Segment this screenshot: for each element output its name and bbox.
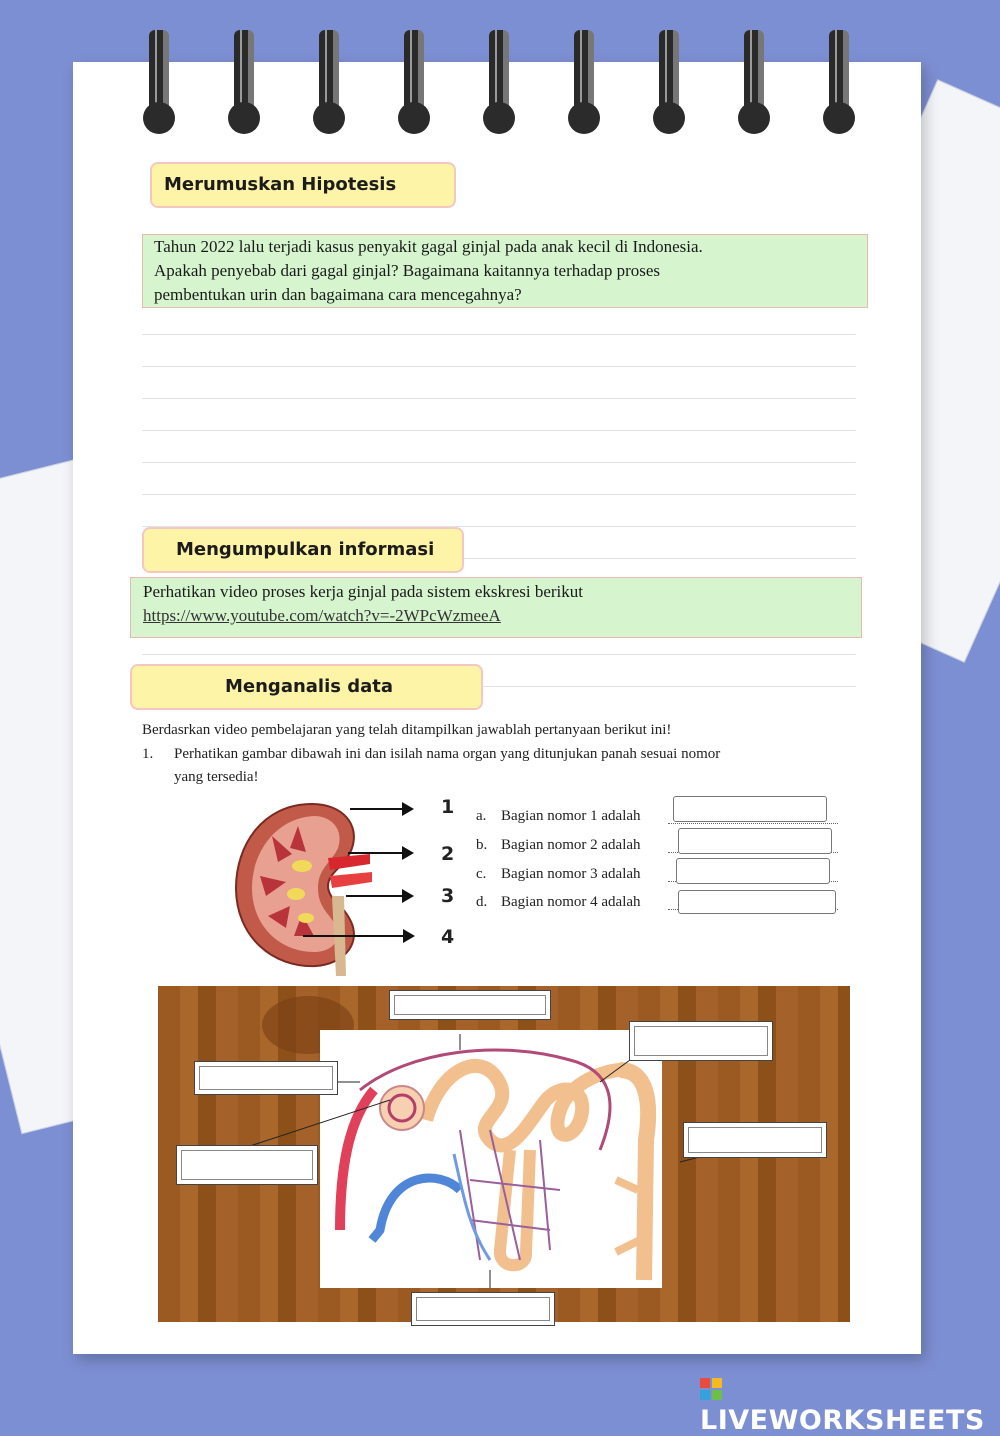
question-text-line-1: Perhatikan gambar dibawah ini dan isilah nama organ yang ditunjukan panah sesuai nomor: [174, 746, 721, 762]
nephron-label-input-left-lower[interactable]: [176, 1145, 318, 1185]
part-letter-c: c.: [476, 866, 487, 882]
nephron-label-input-top-right[interactable]: [629, 1021, 773, 1061]
label-number-3: 3: [441, 885, 455, 907]
spiral-ring-icon: [398, 30, 430, 134]
section-title-informasi: Mengumpulkan informasi: [142, 527, 464, 573]
part-text-c: Bagian nomor 3 adalah: [501, 866, 641, 882]
video-link[interactable]: https://www.youtube.com/watch?v=-2WPcWzmeeA: [143, 606, 501, 625]
question-text-line-2: yang tersedia!: [174, 769, 259, 785]
spiral-ring-icon: [313, 30, 345, 134]
label-number-1: 1: [441, 796, 455, 818]
answer-input-part-b[interactable]: [678, 828, 832, 854]
hipotesis-line-1: Tahun 2022 lalu terjadi kasus penyakit gagal ginjal pada anak kecil di Indonesia.: [154, 237, 703, 256]
arrow-right-icon: [303, 935, 413, 937]
part-letter-a: a.: [476, 808, 487, 824]
answer-input-part-d[interactable]: [678, 890, 836, 914]
spiral-ring-icon: [143, 30, 175, 134]
part-text-d: Bagian nomor 4 adalah: [501, 894, 641, 910]
spiral-ring-icon: [738, 30, 770, 134]
spiral-ring-icon: [568, 30, 600, 134]
label-number-4: 4: [441, 926, 455, 948]
nephron-label-input-bottom[interactable]: [411, 1292, 555, 1326]
question-number: 1.: [142, 746, 154, 762]
nephron-label-input-top[interactable]: [389, 990, 551, 1020]
nephron-label-input-left-upper[interactable]: [194, 1061, 338, 1095]
analisis-intro: Berdasrkan video pembelajaran yang telah ditampilkan jawablah pertanyaan berikut ini!: [142, 722, 672, 738]
arrow-right-icon: [350, 808, 412, 810]
spiral-ring-icon: [653, 30, 685, 134]
part-letter-d: d.: [476, 894, 488, 910]
liveworksheets-logo-icon: [700, 1378, 722, 1400]
hipotesis-line-3: pembentukan urin dan bagaimana cara mencegahnya?: [154, 285, 522, 304]
brand-name: LIVEWORKSHEETS: [700, 1405, 985, 1436]
section-title-analisis: Menganalis data: [130, 664, 483, 710]
hipotesis-line-2: Apakah penyebab dari gagal ginjal? Bagaimana kaitannya terhadap proses: [154, 261, 661, 280]
hipotesis-text-box: [142, 234, 868, 308]
arrow-right-icon: [346, 895, 412, 897]
informasi-text-box: [130, 577, 862, 638]
spiral-ring-icon: [228, 30, 260, 134]
label-number-2: 2: [441, 843, 455, 865]
spiral-ring-icon: [823, 30, 855, 134]
nephron-label-input-right[interactable]: [683, 1122, 827, 1158]
spiral-ring-icon: [483, 30, 515, 134]
answer-input-part-c[interactable]: [676, 858, 830, 884]
liveworksheets-logo: [700, 1374, 1000, 1436]
answer-input-part-a[interactable]: [673, 796, 827, 822]
kidney-illustration: [232, 796, 382, 976]
part-text-a: Bagian nomor 1 adalah: [501, 808, 641, 824]
informasi-text: Perhatikan video proses kerja ginjal pada sistem ekskresi berikut: [143, 582, 583, 601]
part-letter-b: b.: [476, 837, 488, 853]
section-title-hipotesis: Merumuskan Hipotesis: [150, 162, 456, 208]
arrow-right-icon: [348, 852, 412, 854]
part-text-b: Bagian nomor 2 adalah: [501, 837, 641, 853]
dotted-line: [668, 823, 838, 824]
